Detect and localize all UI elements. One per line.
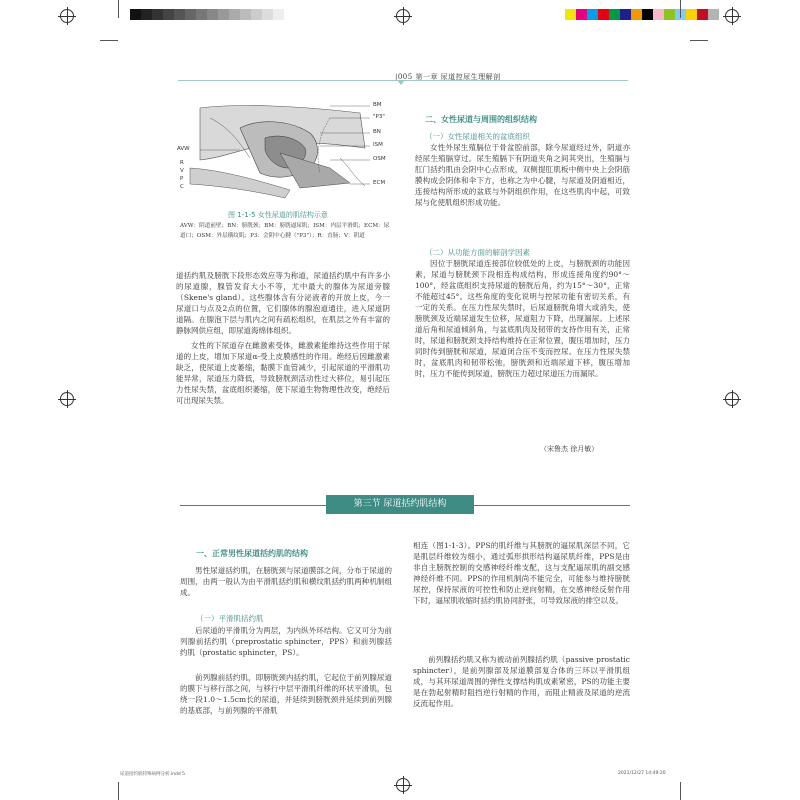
section-heading: 二、女性尿道与周围的组织结构	[425, 115, 537, 124]
color-bar	[565, 9, 719, 20]
running-header: |005 第一章 尿道控尿生理解剖	[395, 73, 501, 81]
figure-caption-body: AVW：阴道前壁；BN：膀胱颈；BM：膀胱逼尿肌；ISM：内层平滑肌；ECM：尿道口；OSM：外层横纹肌；P3：会阴中心腱（"P3"）；R：直肠；V：阴道	[180, 223, 390, 239]
subsection-heading: （二）从功能方面的解剖学因素	[425, 248, 530, 257]
body-paragraph: 女性外尿生殖膈位于骨盆腔前部，除今尿道经过外，阴道亦经尿生殖膈穿过。尿生殖膈下有阴道夹角之间其突出，生殖膈与肛门括约肌由会阴中心点形成，双侧提肛肌板中侧中央上会阴筋膜构成会阴体和伞下方，也称之为中心腱，与尿道及阴道相近，连接结构所形成的盆底与外阴组织作用，在这些肌肉中起，可致尿与化使肌组织形成功能。	[415, 143, 630, 207]
subsection-heading: （一）女性尿道相关的盆底组织	[425, 132, 530, 141]
registration-mark-icon	[60, 9, 74, 23]
figure-label: C	[180, 184, 184, 190]
section-heading: 一、正常男性尿道括约肌的结构	[196, 549, 308, 558]
body-paragraph: 男性尿道括约肌，在膀胱颈与尿道膜部之间，分布于尿道的周围，由两一般认为由平滑肌括约肌和横纹肌括约肌两种机制组成。	[180, 566, 392, 597]
footer-timestamp: 2021/12/27 14:49:20	[618, 771, 666, 776]
body-paragraph: 女性的下尿道存在雌激素受体，雌激素能维持这些作用于尿道的上皮，增加下尿道α-受上皮膜感性的作用。绝经后因雌激素缺乏，使尿道上皮萎缩，黏膜下血管减少，引起尿道的平滑肌功能异常，尿道压力降低，导致膀胱颈活动性过大移位，易引起压力性尿失禁，盆底组织萎缩，使下尿道生物物理性改变，绝经后可出现尿失禁。	[176, 341, 390, 405]
body-paragraph: 前列腺前括约肌，即膀胱颈内括约肌，它起位于前列腺尿道的膜下与移行部之间，与移行中层平滑肌纤维的环状平滑肌，包绕一段1.0～1.5cm长的尿道，并延续到膀胱颈并延续到前列腺的基底部，与前列腺的平滑肌	[180, 673, 392, 715]
body-paragraph: 道括约肌及膀胱下段形态效应等为称道，尿道括约肌中有许多小的尿道腺，腺管发育大小不等，尤中最大的腺体为尿道旁腺（Skene's gland）。这些腺体含有分泌液者的开放上皮，今一尿道口与点及2点的位置，它们腺体的腺泡道通往，进入尿道阴道隔。在腺泡下层与肌内之间有疏松组织，在肌层之外有丰富的静脉网供应组，即尿道海绵体组织。	[176, 271, 390, 335]
crop-mark	[118, 782, 119, 800]
grayscale-bar	[130, 9, 284, 20]
registration-mark-icon	[725, 392, 739, 406]
anatomy-drawing	[180, 98, 390, 203]
crop-mark	[690, 40, 708, 41]
crop-mark	[100, 40, 118, 41]
subsection-heading: （一）平滑肌括约肌	[196, 614, 264, 623]
registration-mark-icon	[396, 9, 410, 23]
figure-label: ISM	[373, 142, 383, 148]
figure-label: BN	[373, 129, 381, 135]
crop-mark	[680, 0, 681, 18]
figure-label: OSM	[373, 156, 386, 162]
body-paragraph: 相连（图1-1-3）。PPS的肌纤维与其膀胱的逼尿肌深层不同，它是肌层纤维较为细小，通过弧形拱形结构逼尿肌纤维，PPS是由非自主膀胱控制的交感神经纤维支配，这与支配逼尿肌的副交感神经纤维不同。PPS的作用机制尚不能完全，可能参与维持膀胱尿控，保持尿液的可控性和防止逆向射精，在交感神经反射作用下时，逼尿肌收缩时括约肌协同舒张，可导致尿液的排空以及。	[413, 541, 630, 605]
anatomy-figure	[177, 98, 390, 203]
crop-mark	[118, 0, 119, 18]
figure-label: P	[180, 176, 184, 182]
author-signature: （宋鲁杰 徐月敏）	[540, 445, 599, 453]
section-banner: 第三节 尿道括约肌结构	[326, 495, 474, 514]
footer-file-slug: 尿道括约肌特殊病例分析.indd 5	[120, 772, 186, 777]
figure-label: "P3"	[373, 114, 385, 120]
figure-label: ECM	[373, 180, 386, 186]
registration-mark-icon	[725, 9, 739, 23]
figure-label: V	[180, 168, 184, 174]
crop-mark	[680, 782, 681, 800]
body-paragraph: 前列腺括约肌又称为被动前列腺括约肌（passive prostatic sphincter），是前列腺部及尿道膜部复合体的三环以平滑肌组成，与其环尿道周围的弹性支撑结构肌成素紧密，PS的功能主要是在勃起射精时阻挡逆行射精的作用，而阻止精液及尿道的逆流反流起作用。	[413, 655, 630, 708]
body-paragraph: 因位于膀胱尿道连接部位较低处的上皮，与膀胱颈的功能因素，尿道与膀胱颈下段相连构成结构，形成连接角度约90°～100°，经盆底组织支持尿道的膀胱后角，约为15°～30°，正常不能超过45°。这些角度的变化说明与控尿功能有密切关系，有一定的关系。在压力性尿失禁时，后尿道膀胱角增大或消失，使膀胱颈及近端尿道发生位移，尿道阻力下降，出现漏尿。上述尿道后角和尿道倾斜角，与盆底肌肉及韧带的支持作用有关，正常时，尿道和膀胱颈支持结构维持在正常位置，腹压增加时，压力同时传到膀胱和尿道，尿道闭合压不变而控尿。在压力性尿失禁时，盆底肌肉和韧带松弛，膀胱颈和近端尿道下移，腹压增加时，压力不能传到尿道，膀胱压力超过尿道压力而漏尿。	[415, 259, 630, 378]
figure-label: BM	[373, 102, 382, 108]
figure-label: AVW	[177, 146, 190, 152]
registration-mark-icon	[60, 392, 74, 406]
header-triangle	[397, 80, 405, 85]
figure-caption-title: 图 1-1-5 女性尿道的肌结构示意	[228, 211, 328, 219]
figure-label: R	[180, 160, 184, 166]
registration-mark-icon	[396, 778, 410, 792]
body-paragraph: 后尿道的平滑肌分为两层，为内纵外环结构。它又可分为前列腺前括约肌（preprostatic sphincter，PPS）和前列腺括约肌（prostatic sphincter，PS）。	[180, 626, 392, 657]
